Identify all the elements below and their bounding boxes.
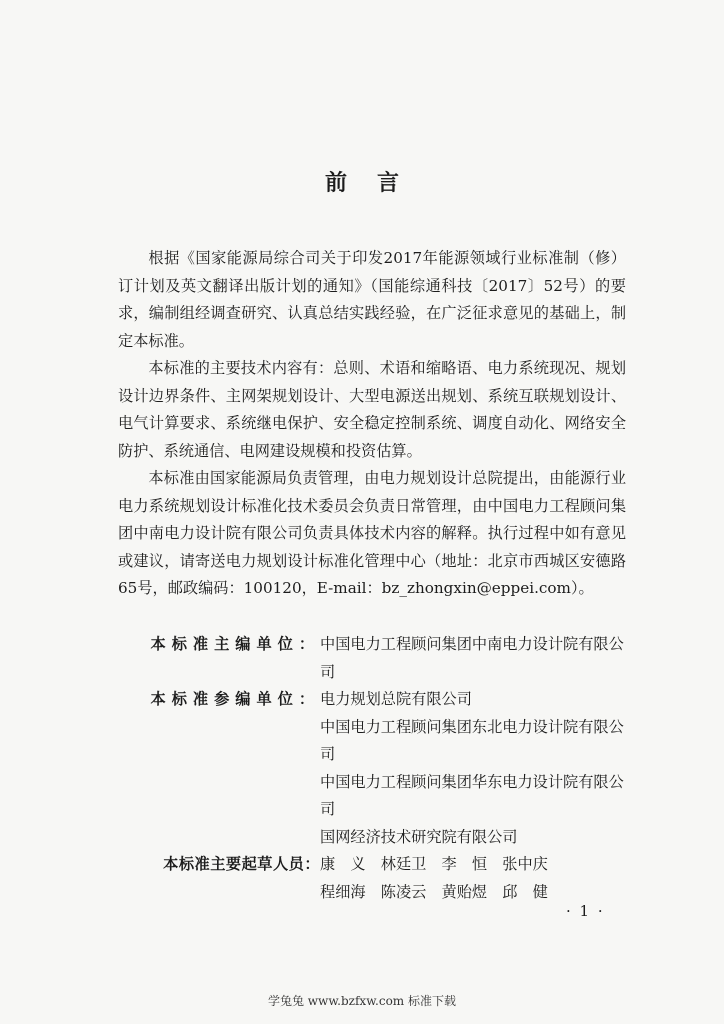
co-editor-unit: 国网经济技术研究院有限公司 <box>320 827 518 846</box>
chief-editor-label: 本标准主编单位： <box>150 635 320 653</box>
paragraph-basis: 根据《国家能源局综合司关于印发2017年能源领域行业标准制（修）订计划及英文翻译出版计划的通知》（国能综通科技〔2017〕52号）的要求，编制组经调查研究、认真总结实践经验，在广泛征求意见的基础上，制定本标准。 <box>118 249 626 350</box>
page-number: · 1 · <box>566 902 605 920</box>
paragraph-management: 本标准由国家能源局负责管理，由电力规划设计总院提出，由能源行业电力系统规划设计标准化技术委员会负责日常管理，由中国电力工程顾问集团中南电力设计院有限公司负责具体技术内容的解释。执行过程中如有意见或建议，请寄送电力规划设计标准化管理中心（地址：北京市西城区安德路65号，邮政编码：100120，E-mail：bz_zhongxin@eppei.com）。 <box>118 469 626 597</box>
drafters-row <box>118 851 626 906</box>
drafters-label: 本标准主要起草人员： <box>163 855 320 873</box>
paragraph-contents: 本标准的主要技术内容有：总则、术语和缩略语、电力系统现况、规划设计边界条件、主网架规划设计、大型电源送出规划、系统互联规划设计、电气计算要求、系统继电保护、安全稳定控制系统、调度自动化、网络安全防护、系统通信、电网建设规模和投资估算。 <box>118 359 626 460</box>
co-editor-unit: 电力规划总院有限公司 <box>320 690 472 708</box>
body-text <box>118 245 626 603</box>
chief-editor-unit: 中国电力工程顾问集团中南电力设计院有限公司 <box>320 635 624 681</box>
watermark-footer: 学兔兔 www.bzfxw.com 标准下载 <box>267 994 457 1008</box>
co-editors-row <box>118 686 626 851</box>
co-editors-label: 本标准参编单位： <box>150 690 320 708</box>
chief-editor-row <box>118 631 626 686</box>
co-editor-unit: 中国电力工程顾问集团华东电力设计院有限公司 <box>320 772 624 818</box>
drafters-line: 康 义 林廷卫 李 恒 张中庆 <box>320 855 548 873</box>
editing-units <box>118 631 626 906</box>
page-title: 前言 <box>324 171 429 196</box>
drafters-line: 程细海 陈凌云 黄贻煜 邱 健 <box>320 882 548 901</box>
co-editor-unit: 中国电力工程顾问集团东北电力设计院有限公司 <box>320 717 624 763</box>
